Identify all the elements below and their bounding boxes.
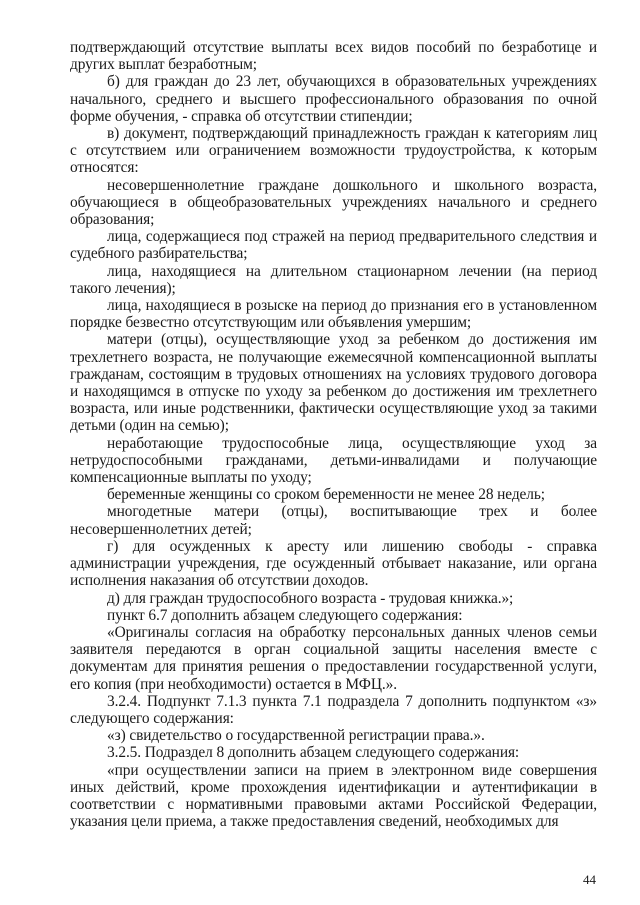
paragraph: неработающие трудоспособные лица, осуществляющие уход за нетрудоспособными гражданами, детьми-инвалидами и получающие компенсационные выплаты по уходу;	[70, 434, 597, 487]
paragraph: многодетные матери (отцы), воспитывающие трех и более несовершеннолетних детей;	[70, 503, 597, 538]
paragraph: «з) свидетельство о государственной регистрации права.».	[107, 727, 485, 745]
document-body	[70, 39, 597, 830]
paragraph: 3.2.4. Подпункт 7.1.3 пункта 7.1 подраздела 7 дополнить подпунктом «з» следующего содержания:	[70, 692, 597, 727]
paragraph: пункт 6.7 дополнить абзацем следующего содержания:	[107, 606, 463, 624]
paragraph: беременные женщины со сроком беременности не менее 28 недель;	[107, 486, 545, 504]
paragraph: д) для граждан трудоспособного возраста - трудовая книжка.»;	[107, 589, 514, 607]
paragraph: лица, содержащиеся под стражей на период предварительного следствия и судебного разбирательства;	[70, 228, 597, 263]
paragraph: матери (отцы), осуществляющие уход за ребенком до достижения им трехлетнего возраста, не получающие ежемесячной компенсационной выплаты гражданам, состоящим в трудовых отношениях на условиях трудового договора и находящимся в отпуске по уходу за ребенком до достижения им трехлетнего возраста, или иные родственники, фактически осуществляющие уход за такими детьми (один на семью);	[70, 331, 597, 435]
paragraph: «Оригиналы согласия на обработку персональных данных членов семьи заявителя передаются в орган социальной защиты населения вместе с документам для принятия решения о предоставлении государственной услуги, его копия (при необходимости) остается в МФЦ.».	[70, 623, 597, 693]
paragraph: «при осуществлении записи на прием в электронном виде совершения иных действий, кроме прохождения идентификации и аутентификации в соответствии с нормативными правовыми актами Российской Федерации, указания цели приема, а также предоставления сведений, необходимых для	[70, 761, 597, 831]
paragraph: 3.2.5. Подраздел 8 дополнить абзацем следующего содержания:	[107, 744, 520, 762]
paragraph: лица, находящиеся в розыске на период до признания его в установленном порядке безвестно отсутствующим или объявления умершим;	[70, 297, 597, 332]
paragraph: несовершеннолетние граждане дошкольного и школьного возраста, обучающиеся в общеобразовательных учреждениях начального и среднего образования;	[70, 176, 597, 229]
page-number: 44	[583, 872, 596, 887]
paragraph: лица, находящиеся на длительном стационарном лечении (на период такого лечения);	[70, 262, 597, 297]
paragraph: подтверждающий отсутствие выплаты всех видов пособий по безработице и других выплат безработным;	[70, 39, 597, 74]
paragraph: б) для граждан до 23 лет, обучающихся в образовательных учреждениях начального, среднего и высшего профессионального образования по очной форме обучения, - справка об отсутствии стипендии;	[70, 73, 597, 125]
paragraph: в) документ, подтверждающий принадлежность граждан к категориям лиц с отсутствием или ограничением возможности трудоустройства, к которым относятся:	[70, 125, 597, 177]
paragraph: г) для осужденных к аресту или лишению свободы - справка администрации учреждения, где осужденный отбывает наказание, или органа исполнения наказания об отсутствии доходов.	[70, 537, 597, 590]
